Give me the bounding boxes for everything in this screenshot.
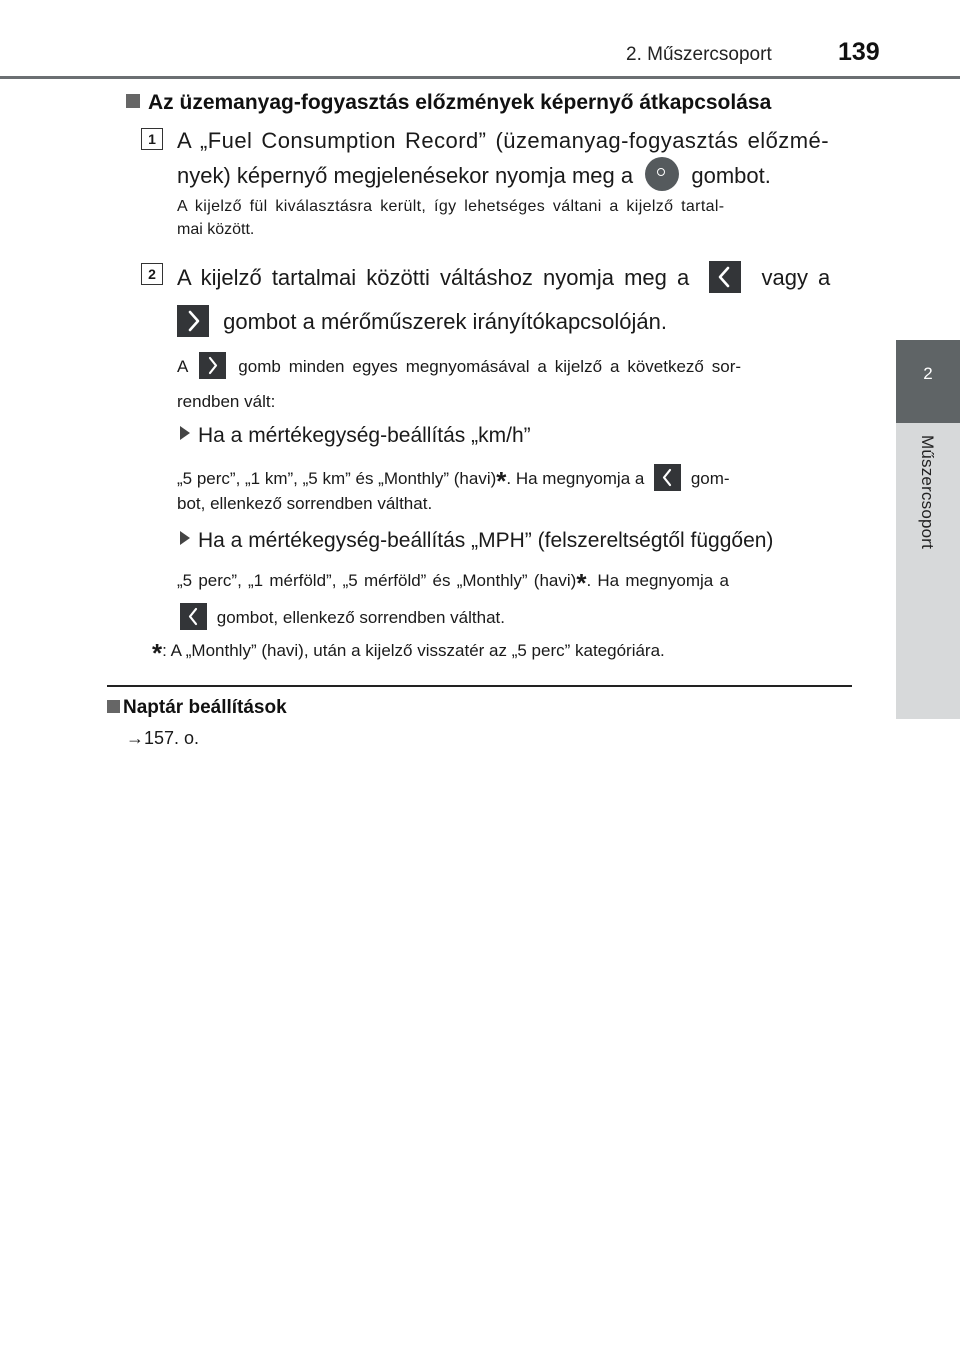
chevron-right-button-icon [177,305,209,337]
chevron-left-button-icon [709,261,741,293]
chevron-right-button-icon [199,352,226,379]
section-title: 2. Műszercsoport [626,44,772,65]
step2-note-line2: rendben vált: [177,392,276,411]
chevron-left-button-icon [654,464,681,491]
mph-line1-text-b: . Ha megnyomja a [586,571,729,590]
section2-heading [107,697,287,719]
mph-line1 [177,568,729,599]
triangle-bullet-icon [180,531,190,545]
step-number-2: 2 [141,263,163,285]
step1-note-line1: A kijelző fül kiválasztásra került, így lehetséges váltani a kijelző tartal- [177,198,725,215]
square-bullet-icon [107,700,120,713]
step1-line2-text-a: nyek) képernyő megjelenésekor nyomja meg a [177,163,634,188]
square-bullet-icon [126,94,140,108]
ok-button-icon [645,157,679,191]
step2-note-text-b: gomb minden egyes megnyomásával a kijelző a következő sor- [238,357,742,376]
step2-line1 [177,261,830,293]
step2-line1-text-a: A kijelző tartalmai közötti váltáshoz nyomja meg a [177,265,690,290]
step1-line2 [177,157,771,191]
step1-note-line2: mai között. [177,221,255,238]
arrow-right-icon: → [126,728,144,748]
chapter-tab-number: 2 [896,340,960,423]
footnote-asterisk: * [152,638,163,668]
kmh-line1-text-b: . Ha megnyomja a [506,469,645,488]
mph-heading-text: Ha a mértékegység-beállítás „MPH” (felszereltségtől függően) [198,529,774,552]
kmh-line1-text-a: „5 perc”, „1 km”, „5 km” és „Monthly” (havi) [177,469,497,488]
mph-line1-text-a: „5 perc”, „1 mérföld”, „5 mérföld” és „Monthly” (havi) [177,571,577,590]
step2-line1-text-b: vagy a [761,265,831,290]
page-reference-link[interactable]: 157. o. [144,728,200,748]
header-rule [0,76,960,79]
section-heading-text: Az üzemanyag-fogyasztás előzmények képernyő átkapcsolása [148,91,772,114]
kmh-line2: bot, ellenkező sorrendben válthat. [177,494,433,513]
kmh-line1 [177,464,730,497]
step2-note-text-a: A [177,357,188,376]
triangle-bullet-icon [180,426,190,440]
section2-heading-text: Naptár beállítások [123,697,287,718]
section-heading [126,91,771,115]
section-divider [107,685,852,687]
mph-line2 [180,603,505,630]
chapter-tab-label [896,423,960,719]
step2-note-line1 [177,352,741,379]
mph-heading [180,529,773,553]
footnote [152,638,665,669]
kmh-heading [180,424,531,448]
step-number-1: 1 [141,128,163,150]
kmh-line1-text-c: gom- [690,469,730,488]
chevron-left-button-icon [180,603,207,630]
step2-line2-text: gombot a mérőműszerek irányítókapcsolóján. [223,309,668,334]
chapter-tab-text: Műszercsoport [918,435,937,550]
step1-line1: A „Fuel Consumption Record” (üzemanyag-fogyasztás előzmé- [177,128,829,153]
step1-line2-text-b: gombot. [691,163,771,188]
step2-line2 [177,305,667,337]
page-number: 139 [838,38,880,66]
footnote-asterisk: * [576,568,587,598]
footnote-asterisk: * [496,466,507,496]
kmh-heading-text: Ha a mértékegység-beállítás „km/h” [198,424,531,447]
section2-reference [126,728,199,749]
footnote-text: : A „Monthly” (havi), után a kijelző visszatér az „5 perc” kategóriára. [162,641,665,660]
mph-line2-text: gombot, ellenkező sorrendben válthat. [216,608,505,627]
